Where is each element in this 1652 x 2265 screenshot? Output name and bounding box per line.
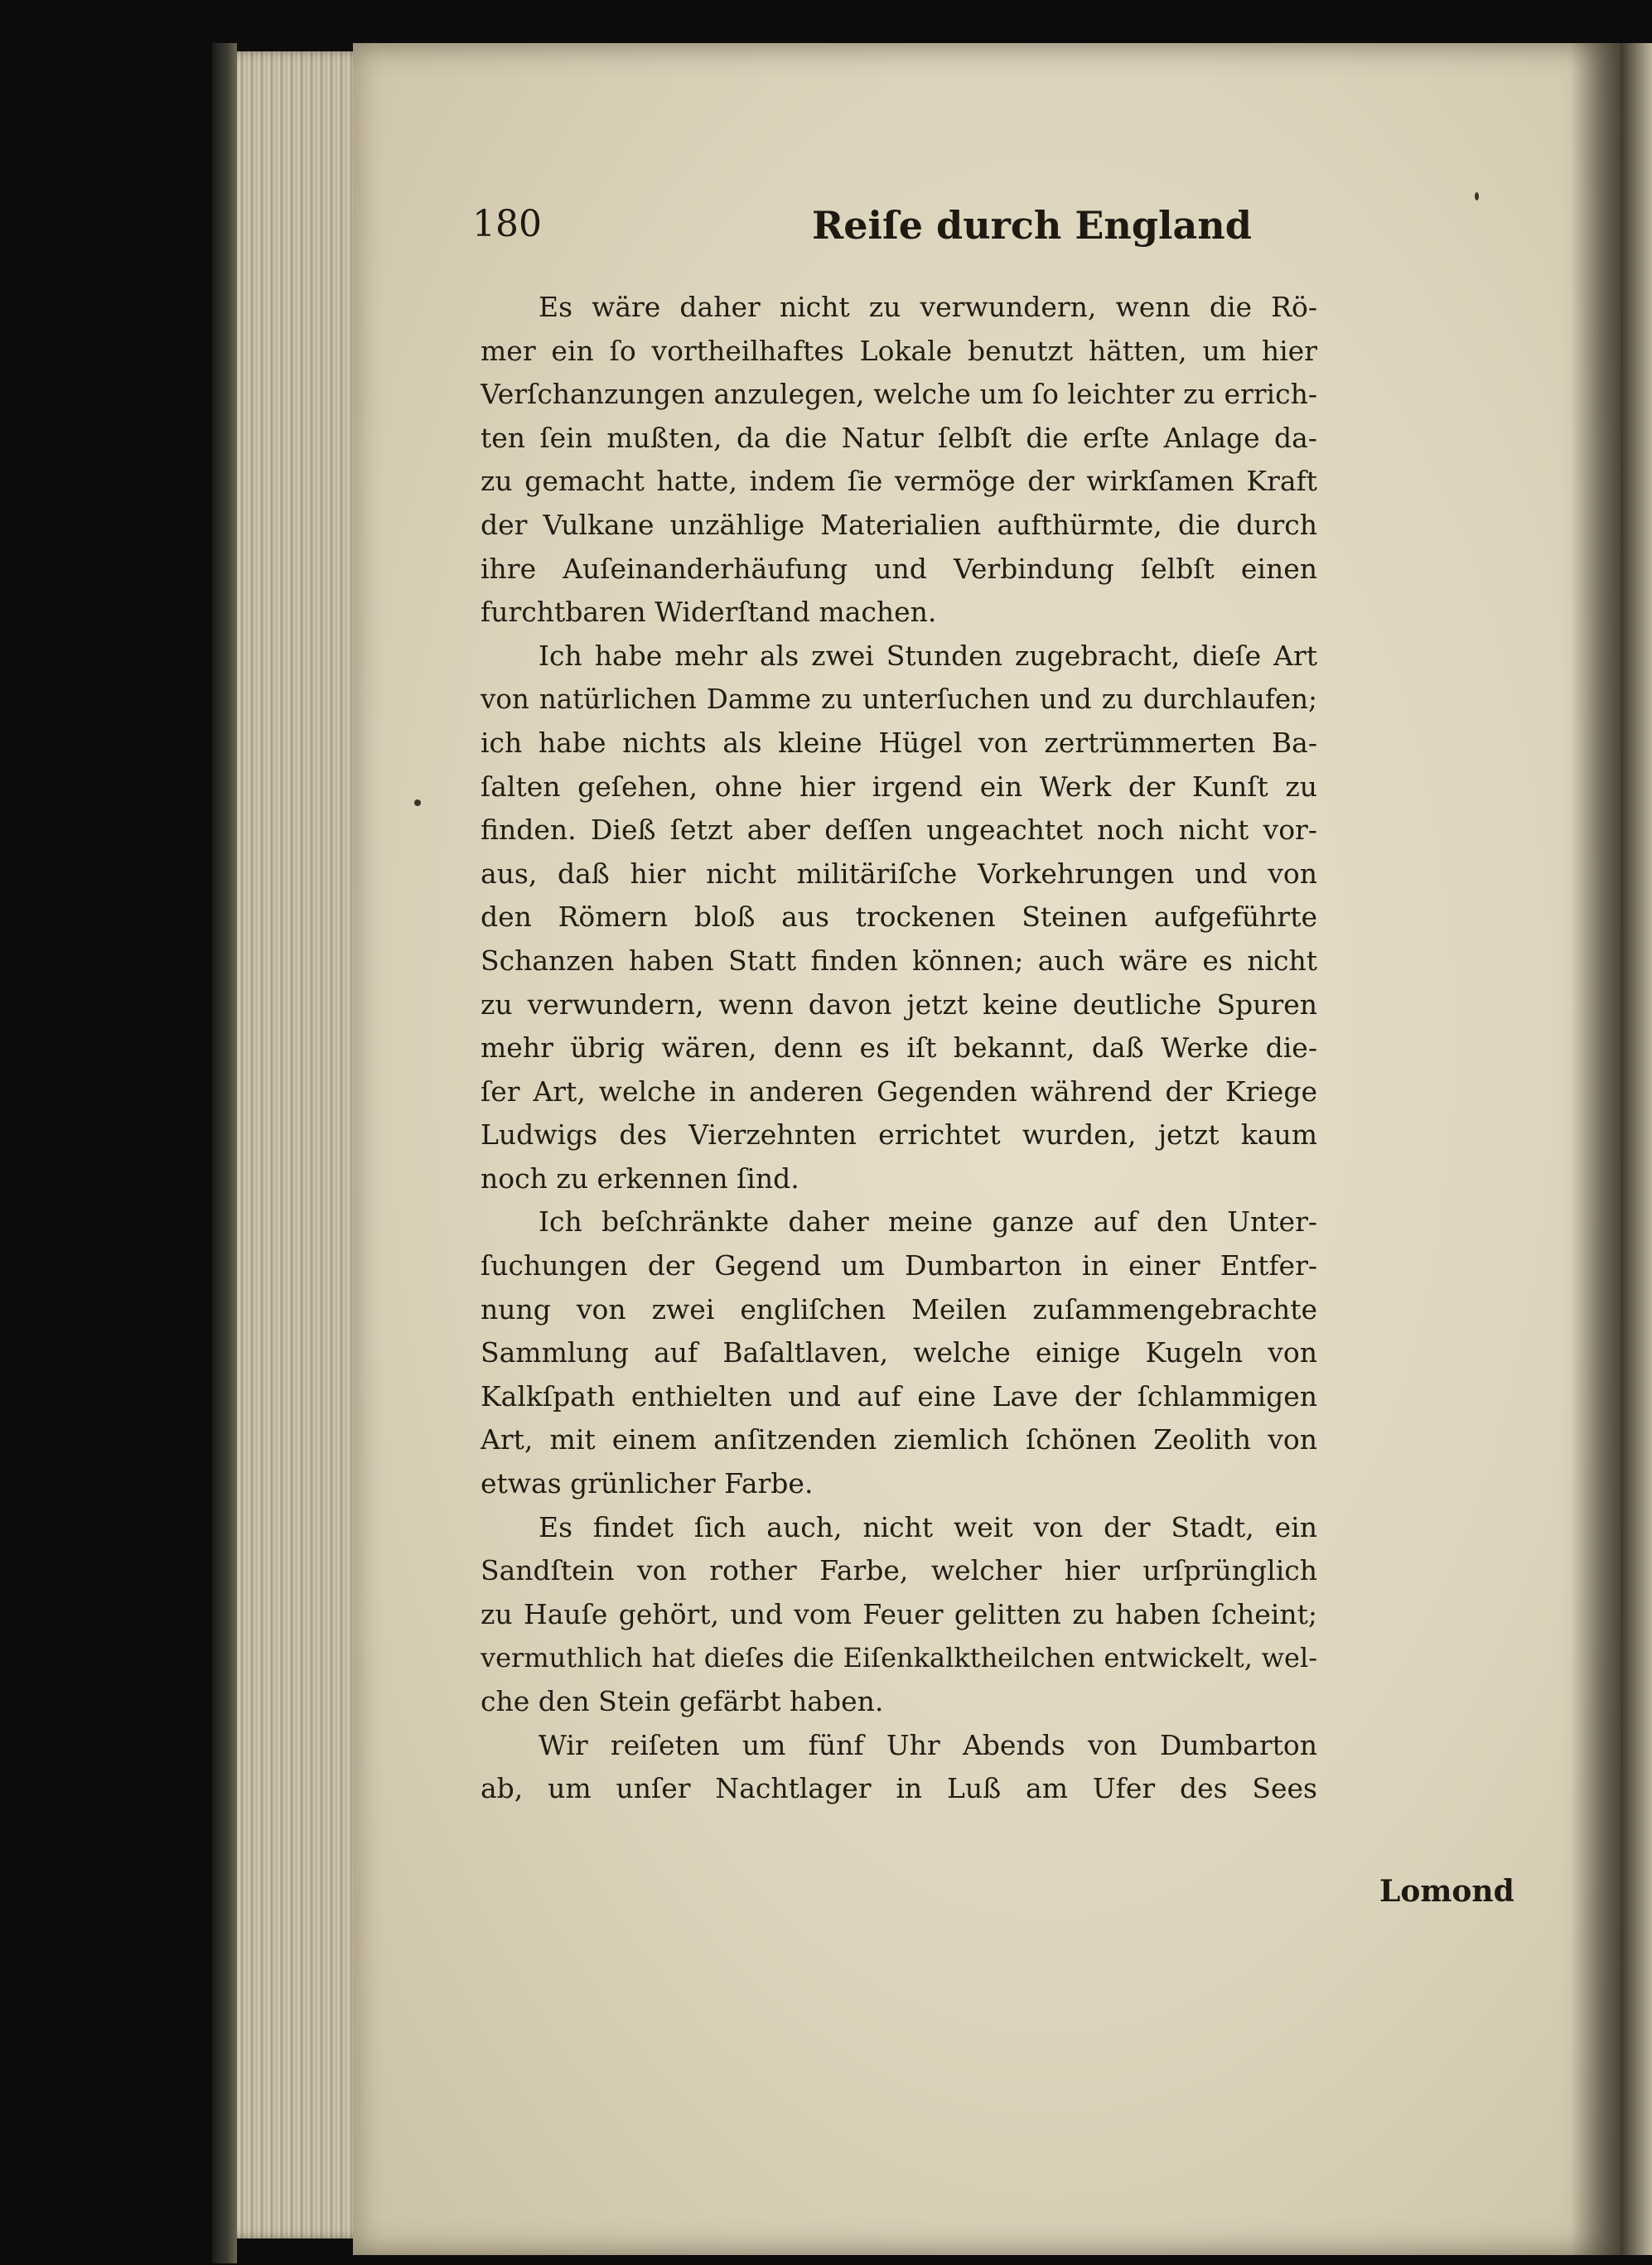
text-line: mer ein ſo vortheilhaftes Lokale benutzt hätten, um hier <box>481 334 1317 367</box>
text-line: Schanzen haben Statt finden können; auch wäre es nicht <box>481 944 1317 977</box>
text-line: Sammlung auf Baſaltlaven, welche einige Kugeln von <box>481 1336 1317 1369</box>
running-title: Reiſe durch England <box>812 203 1252 248</box>
ink-spot <box>414 799 421 806</box>
text-line: ſalten geſehen, ohne hier irgend ein Werk der Kunſt zu <box>481 770 1317 803</box>
text-line: ſuchungen der Gegend um Dumbarton in einer Entfer- <box>481 1249 1317 1282</box>
ink-spot <box>1475 192 1479 200</box>
text-line: Verſchanzungen anzulegen, welche um ſo leichter zu errich- <box>481 378 1317 411</box>
page-number: 180 <box>472 203 542 245</box>
text-line: Sandſtein von rother Farbe, welcher hier urſprünglich <box>481 1554 1317 1587</box>
text-line: etwas grünlicher Farbe. <box>481 1467 814 1500</box>
text-line: ab, um unſer Nachtlager in Luß am Ufer des Sees <box>481 1772 1317 1805</box>
text-line: furchtbaren Widerſtand machen. <box>481 596 937 629</box>
text-line: zu verwundern, wenn davon jetzt keine deutliche Spuren <box>481 988 1317 1021</box>
text-line: ihre Auſeinanderhäufung und Verbindung ſelbſt einen <box>481 552 1317 585</box>
text-line: ich habe nichts als kleine Hügel von zertrümmerten Ba- <box>481 726 1317 759</box>
text-line: den Römern bloß aus trockenen Steinen aufgeführte <box>481 901 1317 934</box>
text-line: che den Stein gefärbt haben. <box>481 1685 884 1717</box>
catchword: Lomond <box>1379 1874 1514 1909</box>
text-line: Ludwigs des Vierzehnten errichtet wurden, jetzt kaum <box>481 1118 1317 1152</box>
text-line: ſer Art, welche in anderen Gegenden während der Kriege <box>481 1075 1317 1108</box>
text-line: Ich beſchränkte daher meine ganze auf den Unter- <box>539 1205 1317 1239</box>
body-text <box>481 286 1317 1811</box>
text-line: nung von zwei engliſchen Meilen zuſammengebrachte <box>481 1292 1317 1326</box>
text-line: der Vulkane unzählige Materialien aufthürmte, die durch <box>481 508 1317 541</box>
text-line: ten ſein mußten, da die Natur ſelbſt die erſte Anlage da- <box>481 421 1317 454</box>
text-line: Kalkſpath enthielten und auf eine Lave der ſchlammigen <box>481 1379 1317 1413</box>
text-line: Wir reiſeten um fünf Uhr Abends von Dumbarton <box>539 1728 1317 1761</box>
text-line: von natürlichen Damme zu unterſuchen und zu durchlaufen; <box>481 683 1317 716</box>
text-line: vermuthlich hat dieſes die Eiſenkalktheilchen entwickelt, wel- <box>481 1642 1317 1674</box>
page-header <box>472 203 1301 269</box>
text-line: mehr übrig wären, denn es iſt bekannt, daß Werke die- <box>481 1031 1317 1065</box>
page-gutter-shadow <box>1571 43 1621 2255</box>
text-line: Art, mit einem anſitzenden ziemlich ſchönen Zeolith von <box>481 1423 1317 1456</box>
text-line: aus, daß hier nicht militäriſche Vorkehrungen und von <box>481 857 1317 890</box>
facing-page-edge <box>1621 43 1652 2255</box>
text-line: noch zu erkennen ſind. <box>481 1161 799 1195</box>
text-line: finden. Dieß ſetzt aber deſſen ungeachtet noch nicht vor- <box>481 814 1317 847</box>
text-line: zu gemacht hatte, indem ſie vermöge der wirkſamen Kraft <box>481 465 1317 498</box>
text-line: Es wäre daher nicht zu verwundern, wenn die Rö- <box>539 291 1317 323</box>
text-line: Ich habe mehr als zwei Stunden zugebracht, dieſe Art <box>539 639 1317 672</box>
book-cover-edge <box>212 43 237 2263</box>
text-line: zu Hauſe gehört, und vom Feuer gelitten zu haben ſcheint; <box>481 1597 1317 1630</box>
text-line: Es findet ſich auch, nicht weit von der Stadt, ein <box>539 1510 1317 1543</box>
